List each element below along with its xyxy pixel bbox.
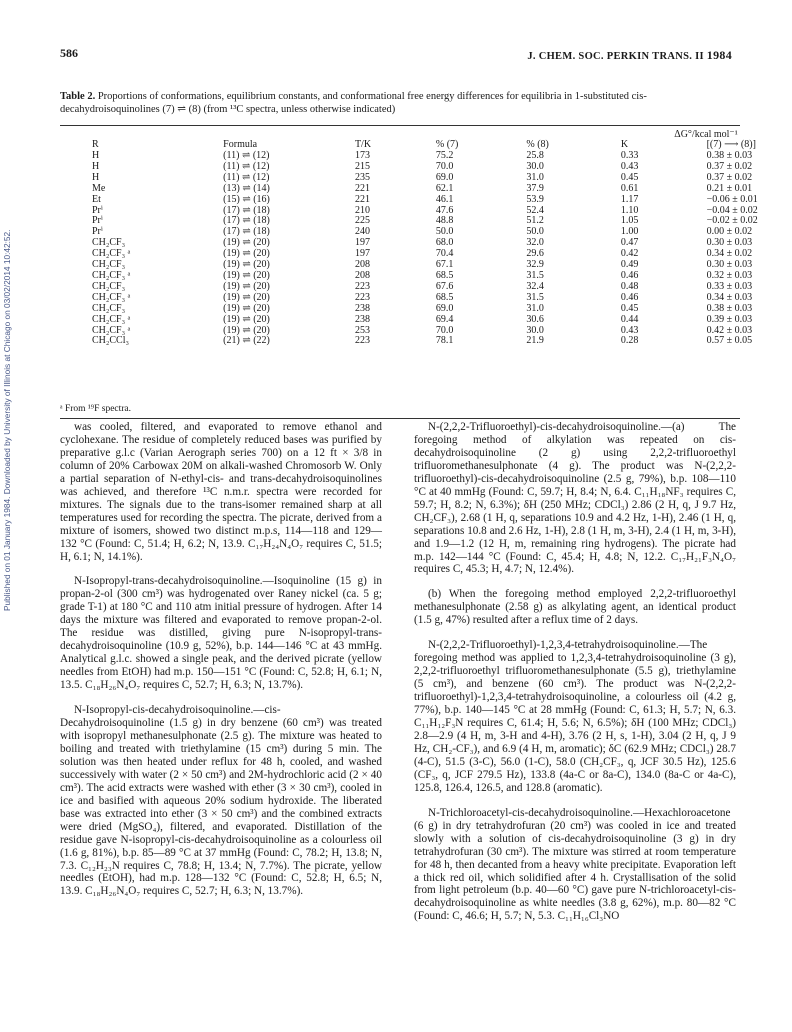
cell-r: CH₂CF₃ ᵃ [92, 269, 131, 281]
cell-percent-7: 70.0 [435, 160, 454, 172]
cell-dg: 0.30 ± 0.03 [706, 237, 753, 249]
cell-r: H [92, 160, 100, 172]
body-paragraph: N-Isopropyl-trans-decahydroisoquinoline.—Isoquinoline (15 g) in propan-2-ol (300 cm³) was hydrogenated over Raney nickel (ca. 5 g; grade T-1) at 180 °C and 110 atm initial pressure of hydrogen. After 14 days the mixture was filtered and evaporated to remove propan-2-ol. The residue was distilled, giving pure N-isopropyl-trans-decahydroisoquinoline (10.9 g, 52%), b.p. 144—146 °C at 43 mmHg. Analytical g.l.c. showed a single peak, and the derived picrate (yellow needles from EtOH) had m.p. 150—151 °C (Found: C, 52.8; H, 6.1; N, 13.5. C₁₈H₂₆N₄O₇ requires C, 52.7; H, 6.3; N, 13.7%). [60, 575, 382, 692]
cell-r: Me [92, 182, 106, 194]
body-paragraph: (b) When the foregoing method employed 2,2,2-trifluoroethyl methanesulphonate (2.58 g) as alkylating agent, an identical product (1.5 g, 47%) resulted after a reflux time of 2 days. [414, 588, 736, 627]
cell-percent-8: 31.0 [526, 171, 544, 183]
left-column [60, 421, 382, 898]
cell-dg: 0.32 ± 0.03 [706, 269, 753, 281]
cell-percent-8: 51.2 [526, 215, 544, 227]
cell-formula: (17) ⇌ (18) [223, 204, 270, 216]
cell-r: CH₂CCl₃ [92, 335, 129, 347]
cell-r: CH₂CF₃ [92, 259, 126, 271]
cell-k: 0.48 [620, 280, 639, 292]
table-row [60, 249, 792, 260]
cell-formula: (15) ⇌ (16) [223, 193, 270, 205]
cell-formula: (19) ⇌ (20) [223, 291, 270, 303]
cell-percent-7: 78.1 [435, 335, 454, 347]
cell-dg: 0.30 ± 0.03 [706, 259, 753, 271]
cell-temperature: 208 [354, 259, 370, 271]
cell-k: 0.43 [620, 324, 639, 336]
cell-percent-8: 37.9 [526, 182, 544, 194]
cell-percent-8: 32.0 [526, 237, 544, 249]
table-row [60, 227, 792, 238]
cell-percent-8: 21.9 [526, 335, 544, 347]
cell-formula: (19) ⇌ (20) [223, 259, 270, 271]
cell-percent-8: 53.9 [526, 193, 544, 205]
cell-temperature: 223 [354, 291, 370, 303]
cell-percent-8: 31.5 [526, 291, 544, 303]
cell-k: 0.47 [620, 237, 639, 249]
cell-formula: (19) ⇌ (20) [223, 302, 270, 314]
cell-temperature: 210 [354, 204, 370, 216]
cell-formula: (19) ⇌ (20) [223, 324, 270, 336]
table-row [60, 216, 792, 227]
cell-formula: (11) ⇌ (12) [223, 171, 270, 183]
cell-percent-7: 50.0 [435, 226, 454, 238]
cell-r: CH₂CF₃ [92, 237, 126, 249]
table-body [60, 151, 792, 347]
right-column [414, 421, 736, 923]
cell-temperature: 208 [354, 269, 370, 281]
cell-temperature: 240 [354, 226, 370, 238]
cell-percent-7: 48.8 [435, 215, 454, 227]
cell-k: 0.45 [620, 302, 639, 314]
cell-k: 0.61 [620, 182, 639, 194]
cell-percent-7: 70.0 [435, 324, 454, 336]
cell-percent-8: 30.6 [526, 313, 544, 325]
table-row [60, 326, 792, 337]
cell-k: 1.00 [620, 226, 639, 238]
cell-formula: (17) ⇌ (18) [223, 226, 270, 238]
header-percent-8: % (8) [526, 139, 549, 150]
cell-r: CH₂CF₃ ᵃ [92, 291, 131, 303]
cell-percent-7: 75.2 [435, 150, 454, 161]
cell-percent-8: 25.8 [526, 150, 544, 161]
header-dg: [(7) ⟶ (8)] [706, 139, 756, 150]
cell-dg: 0.38 ± 0.03 [706, 150, 753, 161]
table-row [60, 282, 792, 293]
cell-dg: 0.00 ± 0.02 [706, 226, 753, 238]
cell-dg: −0.04 ± 0.02 [706, 204, 758, 216]
cell-k: 0.46 [620, 291, 639, 303]
cell-k: 0.46 [620, 269, 639, 281]
cell-percent-7: 69.4 [435, 313, 454, 325]
cell-k: 0.45 [620, 171, 639, 183]
cell-dg: 0.34 ± 0.03 [706, 291, 753, 303]
cell-percent-8: 29.6 [526, 248, 544, 260]
cell-percent-8: 30.0 [526, 160, 544, 172]
body-paragraph: N-Trichloroacetyl-cis-decahydroisoquinoline.—Hexachloroacetone (6 g) in dry tetrahydrofuran (20 cm³) was cooled in ice and treated slowly with a solution of cis-decahydroisoquinoline (3 g) in dry tetrahydrofuran (30 cm³). The mixture was stirred at room temperature for 48 h, then decanted from a heavy white precipitate. Evaporation left a thick red oil, which solidified after 4 h. Crystallisation of the solid from light petroleum (b.p. 40—60 °C) gave pure N-trichloroacetyl-cis-decahydroisoquinoline as white needles (3.8 g, 62%), m.p. 80—82 °C (Found: C, 46.6; H, 5.7; N, 5.3. C₁₁H₁₆Cl₃NO [414, 806, 736, 923]
cell-dg: 0.33 ± 0.03 [706, 280, 753, 292]
table-row [60, 315, 792, 326]
cell-temperature: 173 [354, 150, 370, 161]
cell-dg: 0.39 ± 0.03 [706, 313, 753, 325]
table-row [60, 336, 792, 347]
cell-percent-7: 46.1 [435, 193, 454, 205]
page-number: 586 [60, 46, 78, 60]
cell-formula: (13) ⇌ (14) [223, 182, 270, 194]
cell-r: H [92, 150, 100, 161]
cell-k: 0.28 [620, 335, 639, 347]
cell-k: 1.05 [620, 215, 639, 227]
cell-dg: 0.37 ± 0.02 [706, 160, 753, 172]
table-row [60, 162, 792, 173]
cell-dg: 0.34 ± 0.02 [706, 248, 753, 260]
body-paragraph: N-(2,2,2-Trifluoroethyl)-cis-decahydroisoquinoline.—(a) The foregoing method of alkylation was repeated on cis-decahydroisoquinoline (2 g) using 2,2,2-trifluoroethyl trifluoromethanesulphonate (4 g). The product was N-(2,2,2-trifluoroethyl)-cis-decahydroisoquinoline (2.5 g, 79%), b.p. 108—110 °C at 40 mmHg (Found: C, 59.7; H, 8.4; N, 6.4. C₁₁H₁₈NF₃ requires C, 59.7; H, 8.2; N, 6.3%); δH (250 MHz; CDCl₃) 2.86 (2 H, q, J 9.7 Hz, CH₂CF₃), 2.68 (1 H, q, separations 10.9 and 4.2 Hz, 1-H), 2.46 (1 H, q, separations 10.8 and 2.6 Hz, 1-H), 2.8 (1 H, m, 3-H), 2.4 (1 H, m, 3-H), and 1.9—1.2 (12 H, m, remaining ring hydrogens). The picrate had m.p. 142—144 °C (Found: C, 45.4; H, 4.8; N, 12.2. C₁₇H₂₁F₃N₄O₇ requires C, 45.3; H, 4.7; N, 12.4%). [414, 421, 736, 576]
table-bottom-rule [60, 418, 740, 419]
cell-temperature: 238 [354, 302, 370, 314]
cell-r: CH₂CF₃ ᵃ [92, 324, 131, 336]
cell-formula: (19) ⇌ (20) [223, 237, 270, 249]
cell-k: 1.10 [620, 204, 639, 216]
cell-formula: (17) ⇌ (18) [223, 215, 270, 227]
body-paragraph: N-Isopropyl-cis-decahydroisoquinoline.—cis-Decahydroisoquinoline (1.5 g) in dry benzene (60 cm³) was treated with isopropyl methanesulphonate (2.5 g). The mixture was heated to boiling and treated with triethylamine (15 cm³) during 5 min. The solution was then heated under reflux for 48 h, cooled, and washed successively with water (2 × 50 cm³) and 2M-hydrochloric acid (2 × 40 cm³). The acid extracts were washed with ether (3 × 30 cm³), cooled in ice and basified with aqueous 20% sodium hydroxide. The liberated base was extracted into ether (3 × 50 cm³) and the combined extracts were dried (MgSO₄), filtered, and evaporated. Distillation of the residue gave N-isopropyl-cis-decahydroisoquinoline as a colourless oil (1.6 g, 81%), b.p. 85—89 °C at 37 mmHg (Found: C, 78.2; H, 13.8; N, 7.3. C₁₂H₂₃N requires C, 78.8; H, 13.4; N, 7.7%). The picrate, yellow needles (EtOH), had m.p. 128—132 °C (Found: C, 52.8; H, 6.5; N, 13.9. C₁₈H₂₆N₄O₇ requires C, 52.7; H, 6.3; N, 13.7%). [60, 704, 382, 898]
cell-k: 0.42 [620, 248, 639, 260]
cell-temperature: 225 [354, 215, 370, 227]
cell-percent-8: 32.9 [526, 259, 544, 271]
cell-dg: 0.57 ± 0.05 [706, 335, 753, 347]
table-row [60, 173, 792, 184]
table-row [60, 206, 792, 217]
cell-dg: −0.06 ± 0.01 [706, 193, 758, 205]
journal-name: J. CHEM. SOC. PERKIN TRANS. II [527, 51, 704, 62]
cell-formula: (19) ⇌ (20) [223, 280, 270, 292]
header-r: R [92, 139, 99, 150]
cell-dg: 0.38 ± 0.03 [706, 302, 753, 314]
cell-k: 0.44 [620, 313, 639, 325]
cell-formula: (19) ⇌ (20) [223, 313, 270, 325]
table-row [60, 271, 792, 282]
table-header-row [60, 139, 792, 151]
header-percent-7: % (7) [435, 139, 459, 150]
header-temperature: T/K [354, 139, 372, 150]
table-footnote: ᵃ From ¹⁹F spectra. [60, 404, 132, 414]
cell-r: CH₂CF₃ ᵃ [92, 313, 131, 325]
table-caption [60, 91, 735, 116]
cell-r: CH₂CF₃ [92, 280, 126, 292]
cell-percent-7: 67.6 [435, 280, 454, 292]
cell-percent-7: 68.5 [435, 269, 454, 281]
cell-dg: 0.21 ± 0.01 [706, 182, 753, 194]
table-row [60, 293, 792, 304]
cell-dg: −0.02 ± 0.02 [706, 215, 758, 227]
cell-temperature: 223 [354, 335, 370, 347]
cell-percent-8: 50.0 [526, 226, 544, 238]
cell-percent-7: 70.4 [435, 248, 454, 260]
cell-temperature: 221 [354, 193, 370, 205]
table-row [60, 304, 792, 315]
cell-r: Et [92, 193, 101, 205]
table-row [60, 195, 792, 206]
cell-r: CH₂CF₃ [92, 302, 126, 314]
cell-formula: (19) ⇌ (20) [223, 248, 270, 260]
body-paragraph: N-(2,2,2-Trifluoroethyl)-1,2,3,4-tetrahydroisoquinoline.—The foregoing method was applied to 1,2,3,4-tetrahydroisoquinoline (3 g), 2,2,2-trifluoroethyl trifluoromethanesulphonate (5.5 g), triethylamine (5 cm³), and benzene (60 cm³). The product was N-(2,2,2-trifluoroethyl)-1,2,3,4-tetrahydroisoquinoline, a colourless oil (4.2 g, 77%), b.p. 140—145 °C at 28 mmHg (Found: C, 61.3; H, 5.7; N, 6.3. C₁₁H₁₂F₃N requires C, 61.4; H, 5.6; N, 6.5%); δH (100 MHz; CDCl₃) 2.8—2.9 (4 H, m, 3-H and 4-H), 3.76 (2 H, s, 1-H), 3.04 (2 H, q, J 9 Hz, CH₂-CF₃), and 6.9 (4 H, m, aromatic); δC (62.9 MHz; CDCl₃) 28.7 (4-C), 51.5 (3-C), 56.0 (1-C), 58.0 (CH₂CF₃, q, JCF 30.5 Hz), 125.6 (CF₃, q, JCF 279.5 Hz), 133.8 (4a-C or 8a-C), 134.0 (8a-C or 4a-C), 125.8, 126.4, 126.5, and 128.8 (aromatic). [414, 639, 736, 794]
cell-formula: (19) ⇌ (20) [223, 269, 270, 281]
cell-k: 0.43 [620, 160, 639, 172]
cell-percent-8: 31.0 [526, 302, 544, 314]
cell-temperature: 253 [354, 324, 370, 336]
table-caption-text: Proportions of conformations, equilibrium constants, and conformational free energy differences for equilibria in 1-substituted cis-decahydroisoquinolines (7) ⇌ (8) (from ¹³C spectra, unless otherwise indicated) [60, 91, 647, 115]
cell-percent-7: 47.6 [435, 204, 454, 216]
conformation-table [60, 139, 792, 347]
cell-percent-8: 31.5 [526, 269, 544, 281]
download-watermark: Published on 01 January 1984. Downloaded by University of Illinois at Chicago on 03/02/2014 10:42:52. [2, 229, 12, 611]
journal-year: 1984 [706, 48, 732, 62]
cell-temperature: 197 [354, 237, 370, 249]
cell-percent-7: 67.1 [435, 259, 454, 271]
cell-r: CH₂CF₃ ᵃ [92, 248, 131, 260]
journal-header [527, 48, 732, 63]
cell-temperature: 235 [354, 171, 370, 183]
cell-percent-7: 62.1 [435, 182, 454, 194]
cell-percent-7: 68.0 [435, 237, 454, 249]
table-row [60, 151, 792, 162]
header-k: K [620, 139, 629, 150]
table-label: Table 2. [60, 91, 96, 102]
cell-percent-7: 69.0 [435, 171, 454, 183]
cell-dg: 0.42 ± 0.03 [706, 324, 753, 336]
cell-temperature: 221 [354, 182, 370, 194]
cell-temperature: 223 [354, 280, 370, 292]
table-row [60, 238, 792, 249]
cell-k: 0.33 [620, 150, 639, 161]
cell-percent-8: 32.4 [526, 280, 544, 292]
cell-dg: 0.37 ± 0.02 [706, 171, 753, 183]
cell-percent-7: 68.5 [435, 291, 454, 303]
cell-k: 0.49 [620, 259, 639, 271]
cell-r: Prⁱ [92, 215, 103, 227]
cell-temperature: 238 [354, 313, 370, 325]
cell-k: 1.17 [620, 193, 639, 205]
cell-formula: (21) ⇌ (22) [223, 335, 270, 347]
cell-temperature: 215 [354, 160, 370, 172]
dg-header-line1: ΔG°/kcal mol⁻¹ [674, 129, 738, 140]
cell-percent-8: 52.4 [526, 204, 544, 216]
cell-percent-8: 30.0 [526, 324, 544, 336]
cell-formula: (11) ⇌ (12) [223, 160, 270, 172]
body-paragraph: was cooled, filtered, and evaporated to remove ethanol and cyclohexane. The residue of completely reduced bases was purified by preparative g.l.c (Varian Aerograph series 700) on a 12 ft × 3/8 in column of 20% Carbowax 20M on alkali-washed Chromosorb W. Only a partial separation of N-ethyl-cis- and trans-decahydroisoquinolines was achieved, and therefore ¹³C n.m.r. spectra were recorded for mixtures. The signals due to the trans-isomer remained sharp at all temperatures used for recording the spectra. The picrate, derived from a mixture of isomers, showed two distinct m.p.s, 114—118 and 129—132 °C (Found: C, 51.4; H, 6.2; N, 13.9. C₁₇H₂₄N₄O₇ requires C, 51.5; H, 6.1; N, 14.1%). [60, 421, 382, 563]
cell-r: H [92, 171, 100, 183]
table-row [60, 260, 792, 271]
table-row [60, 184, 792, 195]
cell-formula: (11) ⇌ (12) [223, 150, 270, 161]
cell-temperature: 197 [354, 248, 370, 260]
table-top-rule [60, 125, 740, 126]
cell-r: Prⁱ [92, 226, 103, 238]
cell-r: Prⁱ [92, 204, 103, 216]
header-formula: Formula [223, 139, 258, 150]
cell-percent-7: 69.0 [435, 302, 454, 314]
